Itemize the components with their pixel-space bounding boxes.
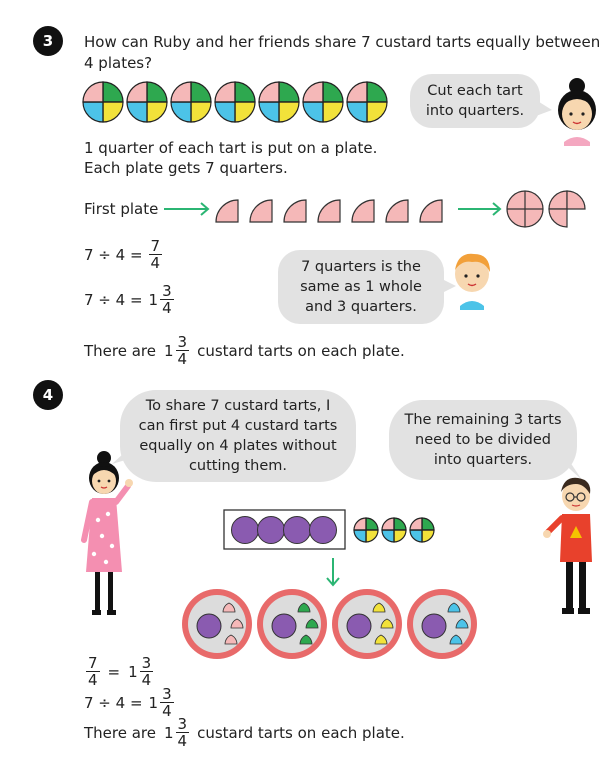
right-arrow-icon — [458, 203, 500, 215]
question-text-line2: 4 plates? — [84, 54, 153, 72]
plate — [332, 589, 402, 659]
boy-figure-icon — [544, 470, 604, 620]
quartered-tart — [127, 82, 167, 122]
first-plate-label: First plate — [84, 200, 159, 218]
boy-face-icon — [448, 248, 496, 310]
quarter-tart-piece — [284, 200, 306, 222]
down-arrow-icon — [323, 556, 343, 590]
quartered-tart — [303, 82, 343, 122]
speech-bubble-boy-remaining: The remaining 3 tarts need to be divided into quarters. — [389, 400, 577, 480]
quarter-tart-piece — [250, 200, 272, 222]
answer-line-q3: There are 1 $\frac{3}{4}$ custard tarts on each plate. — [84, 333, 405, 368]
whole-tart — [422, 614, 446, 638]
speech-bubble-girl-share: To share 7 custard tarts, I can first put 4 custard tarts equally on 4 plates without cutting them. — [120, 390, 356, 482]
speech-bubble-seven-quarters: 7 quarters is the same as 1 whole and 3 quarters. — [278, 250, 444, 324]
whole-tart — [197, 614, 221, 638]
whole-tart — [272, 614, 296, 638]
small-quartered-tart — [382, 518, 406, 542]
quartered-tart — [83, 82, 123, 122]
statement-line1: 1 quarter of each tart is put on a plate. — [84, 139, 378, 157]
whole-tart — [347, 614, 371, 638]
plate — [257, 589, 327, 659]
small-quartered-tart — [354, 518, 378, 542]
three-quartered-tarts — [352, 514, 448, 546]
quartered-tarts-row — [82, 80, 402, 128]
answer-line-q4: There are 1 $\frac{3}{4}$ custard tarts on each plate. — [84, 715, 405, 750]
speech-bubble-cut-tarts: Cut each tart into quarters. — [410, 74, 540, 128]
quarter-tart-piece — [216, 200, 238, 222]
question-number-badge: 4 — [33, 380, 63, 410]
equation-7-div-4-mixed: 7 ÷ 4 = 1 $\frac{3}{4}$ — [84, 685, 172, 720]
question-text-line1: How can Ruby and her friends share 7 custard tarts equally between — [84, 33, 601, 51]
quartered-tart — [347, 82, 387, 122]
quartered-tart — [259, 82, 299, 122]
equation-7-div-4-mixed: 7 ÷ 4 = 1 $\frac{3}{4}$ — [84, 282, 172, 317]
plate — [407, 589, 477, 659]
right-arrow-icon — [164, 203, 208, 215]
quartered-tart — [171, 82, 211, 122]
ruby-girl-face-icon — [552, 76, 602, 146]
quarter-tart-piece — [352, 200, 374, 222]
small-quartered-tart — [410, 518, 434, 542]
plate — [182, 589, 252, 659]
ruby-girl-figure-icon — [72, 450, 136, 620]
four-whole-tarts-box — [223, 509, 347, 551]
question-number-badge: 3 — [33, 26, 63, 56]
four-plates-row — [180, 588, 480, 666]
quarter-tart-piece — [318, 200, 340, 222]
equation-7-div-4-fraction: 7 ÷ 4 = $\frac{7}{4}$ — [84, 237, 161, 272]
statement-line2: Each plate gets 7 quarters. — [84, 159, 288, 177]
one-and-three-quarters-result — [505, 188, 595, 232]
quartered-tart — [215, 82, 255, 122]
quarter-tart-piece — [420, 200, 442, 222]
quarter-tart-piece — [386, 200, 408, 222]
equation-seven-quarters-mixed: $\frac{7}{4}$ = 1 $\frac{3}{4}$ — [88, 654, 152, 689]
